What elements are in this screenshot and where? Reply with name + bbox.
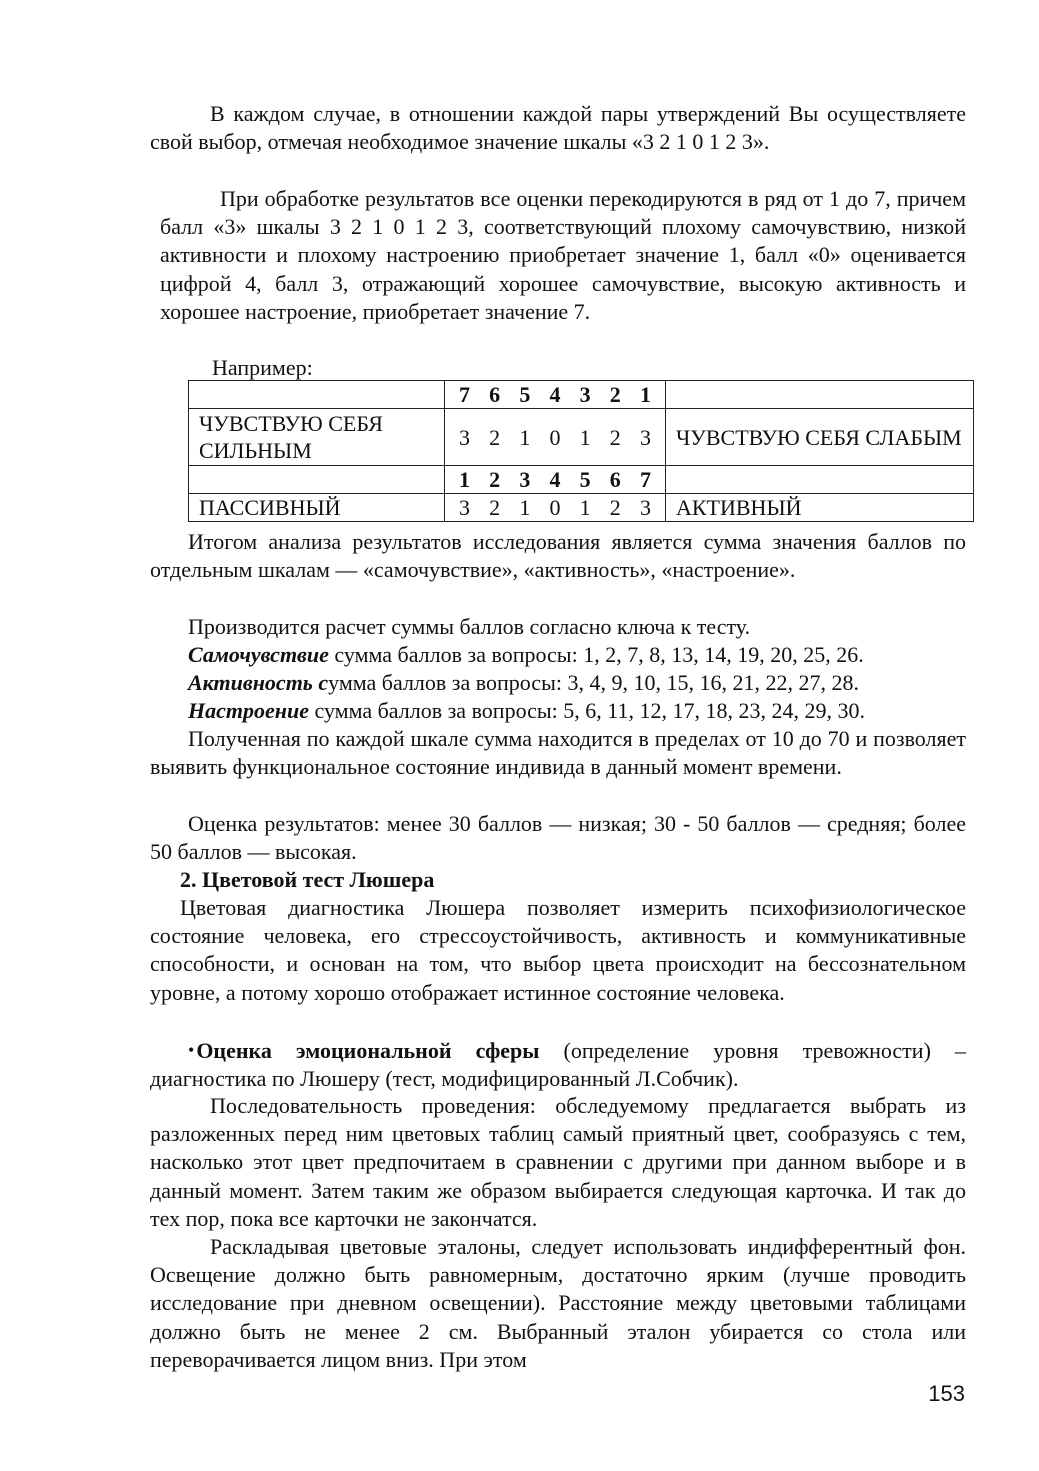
results-paragraph-1: Итогом анализа результатов исследования является сумма значения баллов по отдельным шкалам — «самочувствие», «активность», «настроение». [150,529,966,583]
page-number: 153 [928,1381,965,1406]
table-row [189,409,974,466]
table-row [189,381,974,409]
table-cell-scale: 1 2 3 4 5 6 7 [445,466,666,494]
results-paragraph-2: Производится расчет суммы баллов согласно ключа к тесту. [188,614,751,639]
table-cell-right [666,381,974,409]
section-paragraph-2: Последовательность проведения: обследуемому предлагается выбрать из разложенных перед ним цветовых таблиц самый приятный цвет, сообразуясь с тем, насколько этот цвет предпочитаем в сравнении с другими при данном выборе и в данный момент. Затем таким же образом выбирается следующая карточка. И так до тех пор, пока все карточки не закончатся. [150,1093,966,1231]
intro-paragraph-1: В каждом случае, в отношении каждой пары утверждений Вы осуществляете свой выбор, отмечая необходимое значение шкалы «3 2 1 0 1 2 3». [150,101,966,155]
section-paragraph-1: Цветовая диагностика Люшера позволяет измерить психофизиологическое состояние человека, его стрессоустойчивость, активность и коммуникативные способности, и основан на том, что выбор цвета происходит на бессознательном уровне, а потому хорошо отображает истинное состояние человека. [150,895,966,1005]
table-row [189,494,974,522]
bullet-paragraph: •Оценка эмоциональной сферы (определение уровня тревожности) – диагностика по Люшеру (тест, модифицированный Л.Собчик). [150,1038,966,1092]
table-cell-scale: 3 2 1 0 1 2 3 [445,494,666,522]
table-cell-left [189,466,445,494]
example-label: Например: [212,355,313,380]
table-cell-right: ЧУВСТВУЮ СЕБЯ СЛАБЫМ [666,409,974,466]
table-cell-left [189,381,445,409]
table-cell-scale: 3 2 1 0 1 2 3 [445,409,666,466]
intro-paragraph-2: При обработке результатов все оценки перекодируются в ряд от 1 до 7, причем балл «3» шкалы 3 2 1 0 1 2 3, соответствующий плохому самочувствию, низкой активности и плохому настроению приобретает значение 1, балл «0» оценивается цифрой 4, балл 3, отражающий хорошее самочувствие, высокую активность и хорошее настроение, приобретает значение 7. [160,186,966,324]
key-line-mood: Настроение сумма баллов за вопросы: 5, 6, 11, 12, 17, 18, 23, 24, 29, 30. [188,698,865,723]
table-cell-left: ПАССИВНЫЙ [189,494,445,522]
results-paragraph-3: Полученная по каждой шкале сумма находится в пределах от 10 до 70 и позволяет выявить функциональное состояние индивида в данный момент времени. [150,726,966,780]
table-cell-scale: 7 6 5 4 3 2 1 [445,381,666,409]
table-row [189,466,974,494]
results-paragraph-4: Оценка результатов: менее 30 баллов — низкая; 30 - 50 баллов — средняя; более 50 баллов — высокая. [150,811,966,865]
key-line-activity: Активность сумма баллов за вопросы: 3, 4, 9, 10, 15, 16, 21, 22, 27, 28. [188,670,859,695]
section-heading: 2. Цветовой тест Люшера [180,867,435,892]
bullet-icon: • [188,1040,195,1060]
table-cell-right: АКТИВНЫЙ [666,494,974,522]
table-cell-left: ЧУВСТВУЮ СЕБЯ СИЛЬНЫМ [189,409,445,466]
scale-example-table [188,380,974,522]
key-line-wellbeing: Самочувствие сумма баллов за вопросы: 1, 2, 7, 8, 13, 14, 19, 20, 25, 26. [188,642,864,667]
section-paragraph-3: Раскладывая цветовые эталоны, следует использовать индифферентный фон. Освещение должно быть равномерным, достаточно ярким (лучше проводить исследование при дневном освещении). Расстояние между цветовыми таблицами должно быть не менее 2 см. Выбранный эталон убирается со стола или переворачивается лицом вниз. При этом [150,1234,966,1372]
table-cell-right [666,466,974,494]
